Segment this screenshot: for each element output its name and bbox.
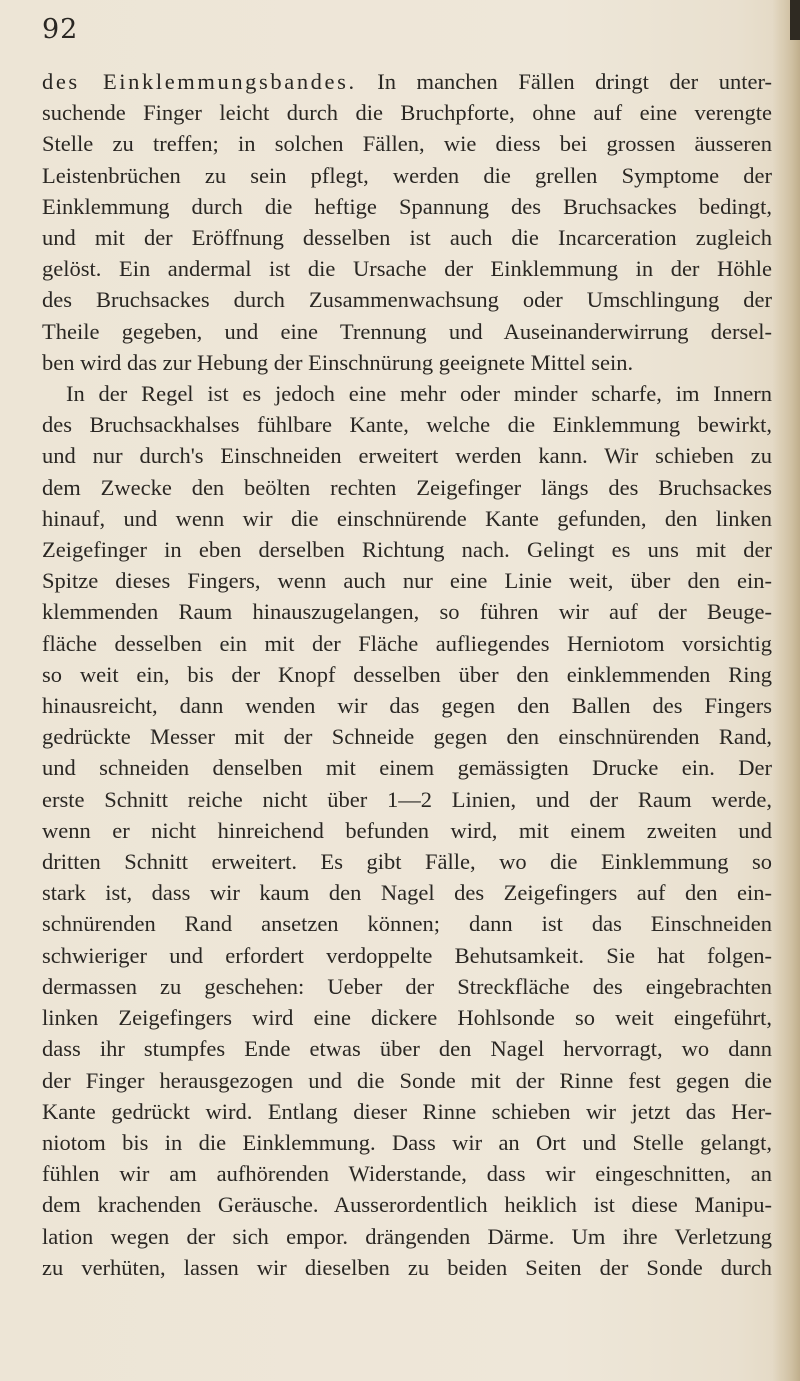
text-line: linken Zeigefingers wird eine dickere Hohlsonde so weit eingeführt,: [42, 1005, 772, 1031]
text-line: gedrückte Messer mit der Schneide gegen den einschnürenden Rand,: [42, 724, 772, 750]
text-line: hinauf, und wenn wir die einschnürende Kante gefunden, den linken: [42, 505, 772, 531]
text-line: dem krachenden Geräusche. Ausserordentlich heiklich ist diese Manipu-: [42, 1192, 772, 1218]
text-line: lation wegen der sich empor. drängenden Därme. Um ihre Verletzung: [42, 1223, 772, 1249]
text-line: dermassen zu geschehen: Ueber der Streckfläche des eingebrachten: [42, 973, 772, 999]
text-line: Einklemmung durch die heftige Spannung des Bruchsackes bedingt,: [42, 193, 772, 219]
text-line: Kante gedrückt wird. Entlang dieser Rinne schieben wir jetzt das Her-: [42, 1098, 772, 1124]
text-line: Theile gegeben, und eine Trennung und Auseinanderwirrung dersel-: [42, 318, 772, 344]
text-line: suchende Finger leicht durch die Bruchpforte, ohne auf eine verengte: [42, 100, 772, 126]
text-line: Stelle zu treffen; in solchen Fällen, wie diess bei grossen äusseren: [42, 131, 772, 157]
body-text: [42, 66, 772, 1283]
text-line: hinausreicht, dann wenden wir das gegen den Ballen des Fingers: [42, 693, 772, 719]
page-corner-dark: [790, 0, 800, 40]
spaced-lead: des Einklemmungsbandes.: [42, 69, 357, 94]
text-line: des Bruchsackhalses fühlbare Kante, welche die Einklemmung bewirkt,: [42, 412, 772, 438]
text-line: erste Schnitt reiche nicht über 1—2 Linien, und der Raum werde,: [42, 786, 772, 812]
text-line: klemmenden Raum hinauszugelangen, so führen wir auf der Beuge-: [42, 599, 772, 625]
text-line: zu verhüten, lassen wir dieselben zu beiden Seiten der Sonde durch: [42, 1254, 772, 1280]
text-line: schwieriger und erfordert verdoppelte Behutsamkeit. Sie hat folgen-: [42, 942, 772, 968]
page-edge-shadow: [772, 0, 800, 1381]
text-line: dem Zwecke den beölten rechten Zeigefinger längs des Bruchsackes: [42, 474, 772, 500]
text-line: gelöst. Ein andermal ist die Ursache der Einklemmung in der Höhle: [42, 256, 772, 282]
text-line: und nur durch's Einschneiden erweitert werden kann. Wir schieben zu: [42, 443, 772, 469]
text-line: niotom bis in die Einklemmung. Dass wir an Ort und Stelle gelangt,: [42, 1129, 772, 1155]
page-number: 92: [42, 14, 79, 45]
text-line: und mit der Eröffnung desselben ist auch die Incarceration zugleich: [42, 225, 772, 251]
text-line: des Bruchsackes durch Zusammenwachsung oder Umschlingung der: [42, 287, 772, 313]
text-line: so weit ein, bis der Knopf desselben über den einklemmenden Ring: [42, 661, 772, 687]
text-line: In der Regel ist es jedoch eine mehr oder minder scharfe, im Innern: [66, 381, 772, 407]
text-line: dritten Schnitt erweitert. Es gibt Fälle, wo die Einklemmung so: [42, 849, 772, 875]
text-line: schnürenden Rand ansetzen können; dann ist das Einschneiden: [42, 911, 772, 937]
text-line: ben wird das zur Hebung der Einschnürung geeignete Mittel sein.: [42, 349, 634, 375]
text-line: wenn er nicht hinreichend befunden wird, mit einem zweiten und: [42, 817, 772, 843]
text-line: Spitze dieses Fingers, wenn auch nur eine Linie weit, über den ein-: [42, 568, 772, 594]
text-line: fläche desselben ein mit der Fläche aufliegendes Herniotom vorsichtig: [42, 630, 772, 656]
text-line: fühlen wir am aufhörenden Widerstande, dass wir eingeschnitten, an: [42, 1161, 772, 1187]
text-line: stark ist, dass wir kaum den Nagel des Zeigefingers auf den ein-: [42, 880, 772, 906]
text-line: und schneiden denselben mit einem gemässigten Drucke ein. Der: [42, 755, 772, 781]
line-rest: In manchen Fällen dringt der unter-: [356, 69, 772, 94]
text-line: dass ihr stumpfes Ende etwas über den Nagel hervorragt, wo dann: [42, 1036, 772, 1062]
text-line: der Finger herausgezogen und die Sonde mit der Rinne fest gegen die: [42, 1067, 772, 1093]
text-line: Zeigefinger in eben derselben Richtung nach. Gelingt es uns mit der: [42, 537, 772, 563]
text-line: Leistenbrüchen zu sein pflegt, werden die grellen Symptome der: [42, 162, 772, 188]
text-line: [42, 66, 772, 97]
